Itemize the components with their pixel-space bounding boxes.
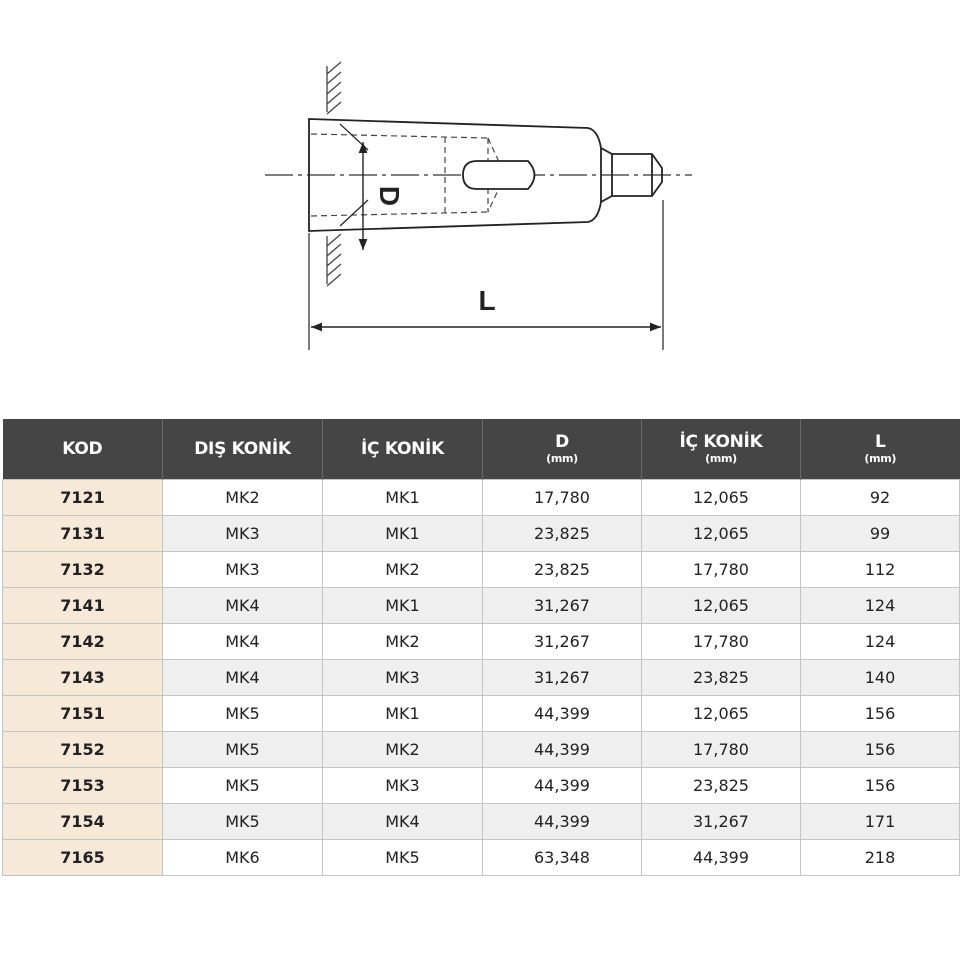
table-cell: MK2 bbox=[323, 732, 483, 768]
table-cell: 17,780 bbox=[642, 624, 801, 660]
column-header bbox=[483, 419, 642, 480]
column-header bbox=[3, 419, 163, 480]
column-header-label: İÇ KONİK bbox=[361, 438, 444, 459]
column-header-label: İÇ KONİK bbox=[679, 432, 763, 452]
table-cell: MK2 bbox=[163, 480, 323, 516]
column-header-label: DIŞ KONİK bbox=[194, 438, 291, 459]
wall-hatch bbox=[327, 62, 341, 286]
diameter-label: D bbox=[374, 185, 405, 207]
column-header bbox=[642, 419, 801, 480]
column-header bbox=[323, 419, 483, 480]
table-cell: MK3 bbox=[323, 660, 483, 696]
table-cell: 99 bbox=[801, 516, 960, 552]
column-header-unit: (mm) bbox=[864, 452, 897, 465]
table-cell: MK3 bbox=[323, 768, 483, 804]
table-cell: 124 bbox=[801, 588, 960, 624]
table-cell: MK1 bbox=[323, 516, 483, 552]
specification-table bbox=[2, 419, 960, 876]
table-cell: MK5 bbox=[163, 696, 323, 732]
table-cell: MK5 bbox=[163, 804, 323, 840]
table-cell: 31,267 bbox=[483, 624, 642, 660]
table-cell: 92 bbox=[801, 480, 960, 516]
table-cell: 44,399 bbox=[483, 696, 642, 732]
table-row bbox=[3, 732, 960, 768]
table-cell: 124 bbox=[801, 624, 960, 660]
product-code-cell: 7165 bbox=[3, 840, 163, 876]
table-cell: 63,348 bbox=[483, 840, 642, 876]
drift-slot bbox=[463, 161, 535, 189]
table-cell: 12,065 bbox=[642, 588, 801, 624]
technical-drawing bbox=[0, 0, 960, 380]
table-cell: 140 bbox=[801, 660, 960, 696]
table-cell: MK4 bbox=[323, 804, 483, 840]
product-code-cell: 7132 bbox=[3, 552, 163, 588]
table-cell: MK4 bbox=[163, 624, 323, 660]
column-header-label: L bbox=[874, 432, 886, 452]
column-header bbox=[801, 419, 960, 480]
table-cell: MK3 bbox=[163, 552, 323, 588]
table-row bbox=[3, 804, 960, 840]
product-code-cell: 7141 bbox=[3, 588, 163, 624]
table-row bbox=[3, 840, 960, 876]
table-cell: 44,399 bbox=[483, 732, 642, 768]
table-row bbox=[3, 480, 960, 516]
length-dimension bbox=[309, 200, 663, 350]
table-cell: 23,825 bbox=[483, 552, 642, 588]
table-header-row bbox=[3, 419, 960, 480]
column-header-label: KOD bbox=[62, 438, 103, 459]
table-row bbox=[3, 552, 960, 588]
table-cell: 23,825 bbox=[642, 768, 801, 804]
table-cell: MK5 bbox=[323, 840, 483, 876]
table-cell: MK1 bbox=[323, 696, 483, 732]
table-cell: MK1 bbox=[323, 588, 483, 624]
table-cell: 112 bbox=[801, 552, 960, 588]
table-cell: MK6 bbox=[163, 840, 323, 876]
column-header bbox=[163, 419, 323, 480]
length-label: L bbox=[478, 285, 496, 316]
table-cell: 44,399 bbox=[483, 768, 642, 804]
product-code-cell: 7154 bbox=[3, 804, 163, 840]
table-row bbox=[3, 696, 960, 732]
table-cell: MK1 bbox=[323, 480, 483, 516]
table-cell: MK4 bbox=[163, 660, 323, 696]
product-code-cell: 7152 bbox=[3, 732, 163, 768]
table-row bbox=[3, 516, 960, 552]
table-cell: MK5 bbox=[163, 768, 323, 804]
table-cell: 31,267 bbox=[483, 588, 642, 624]
table-cell: 17,780 bbox=[483, 480, 642, 516]
table-cell: 171 bbox=[801, 804, 960, 840]
table-cell: 156 bbox=[801, 696, 960, 732]
table-row bbox=[3, 588, 960, 624]
table-cell: 23,825 bbox=[483, 516, 642, 552]
table-cell: 156 bbox=[801, 768, 960, 804]
table-cell: 31,267 bbox=[483, 660, 642, 696]
product-code-cell: 7121 bbox=[3, 480, 163, 516]
table-cell: 156 bbox=[801, 732, 960, 768]
table-cell: 12,065 bbox=[642, 480, 801, 516]
table-cell: MK5 bbox=[163, 732, 323, 768]
table-row bbox=[3, 624, 960, 660]
table-cell: 17,780 bbox=[642, 552, 801, 588]
product-code-cell: 7131 bbox=[3, 516, 163, 552]
table-cell: 23,825 bbox=[642, 660, 801, 696]
table-cell: 17,780 bbox=[642, 732, 801, 768]
column-header-unit: (mm) bbox=[546, 452, 578, 465]
column-header-unit: (mm) bbox=[705, 452, 737, 465]
table-cell: 44,399 bbox=[642, 840, 801, 876]
table-body bbox=[3, 480, 960, 876]
table-cell: 12,065 bbox=[642, 696, 801, 732]
table-cell: MK4 bbox=[163, 588, 323, 624]
table-cell: MK2 bbox=[323, 624, 483, 660]
product-code-cell: 7151 bbox=[3, 696, 163, 732]
column-header-label: D bbox=[555, 432, 569, 452]
table-row bbox=[3, 768, 960, 804]
table-cell: 31,267 bbox=[642, 804, 801, 840]
product-code-cell: 7143 bbox=[3, 660, 163, 696]
product-code-cell: 7153 bbox=[3, 768, 163, 804]
table-cell: MK2 bbox=[323, 552, 483, 588]
product-code-cell: 7142 bbox=[3, 624, 163, 660]
table-row bbox=[3, 660, 960, 696]
table-cell: 12,065 bbox=[642, 516, 801, 552]
table-cell: 218 bbox=[801, 840, 960, 876]
table-cell: 44,399 bbox=[483, 804, 642, 840]
table-cell: MK3 bbox=[163, 516, 323, 552]
